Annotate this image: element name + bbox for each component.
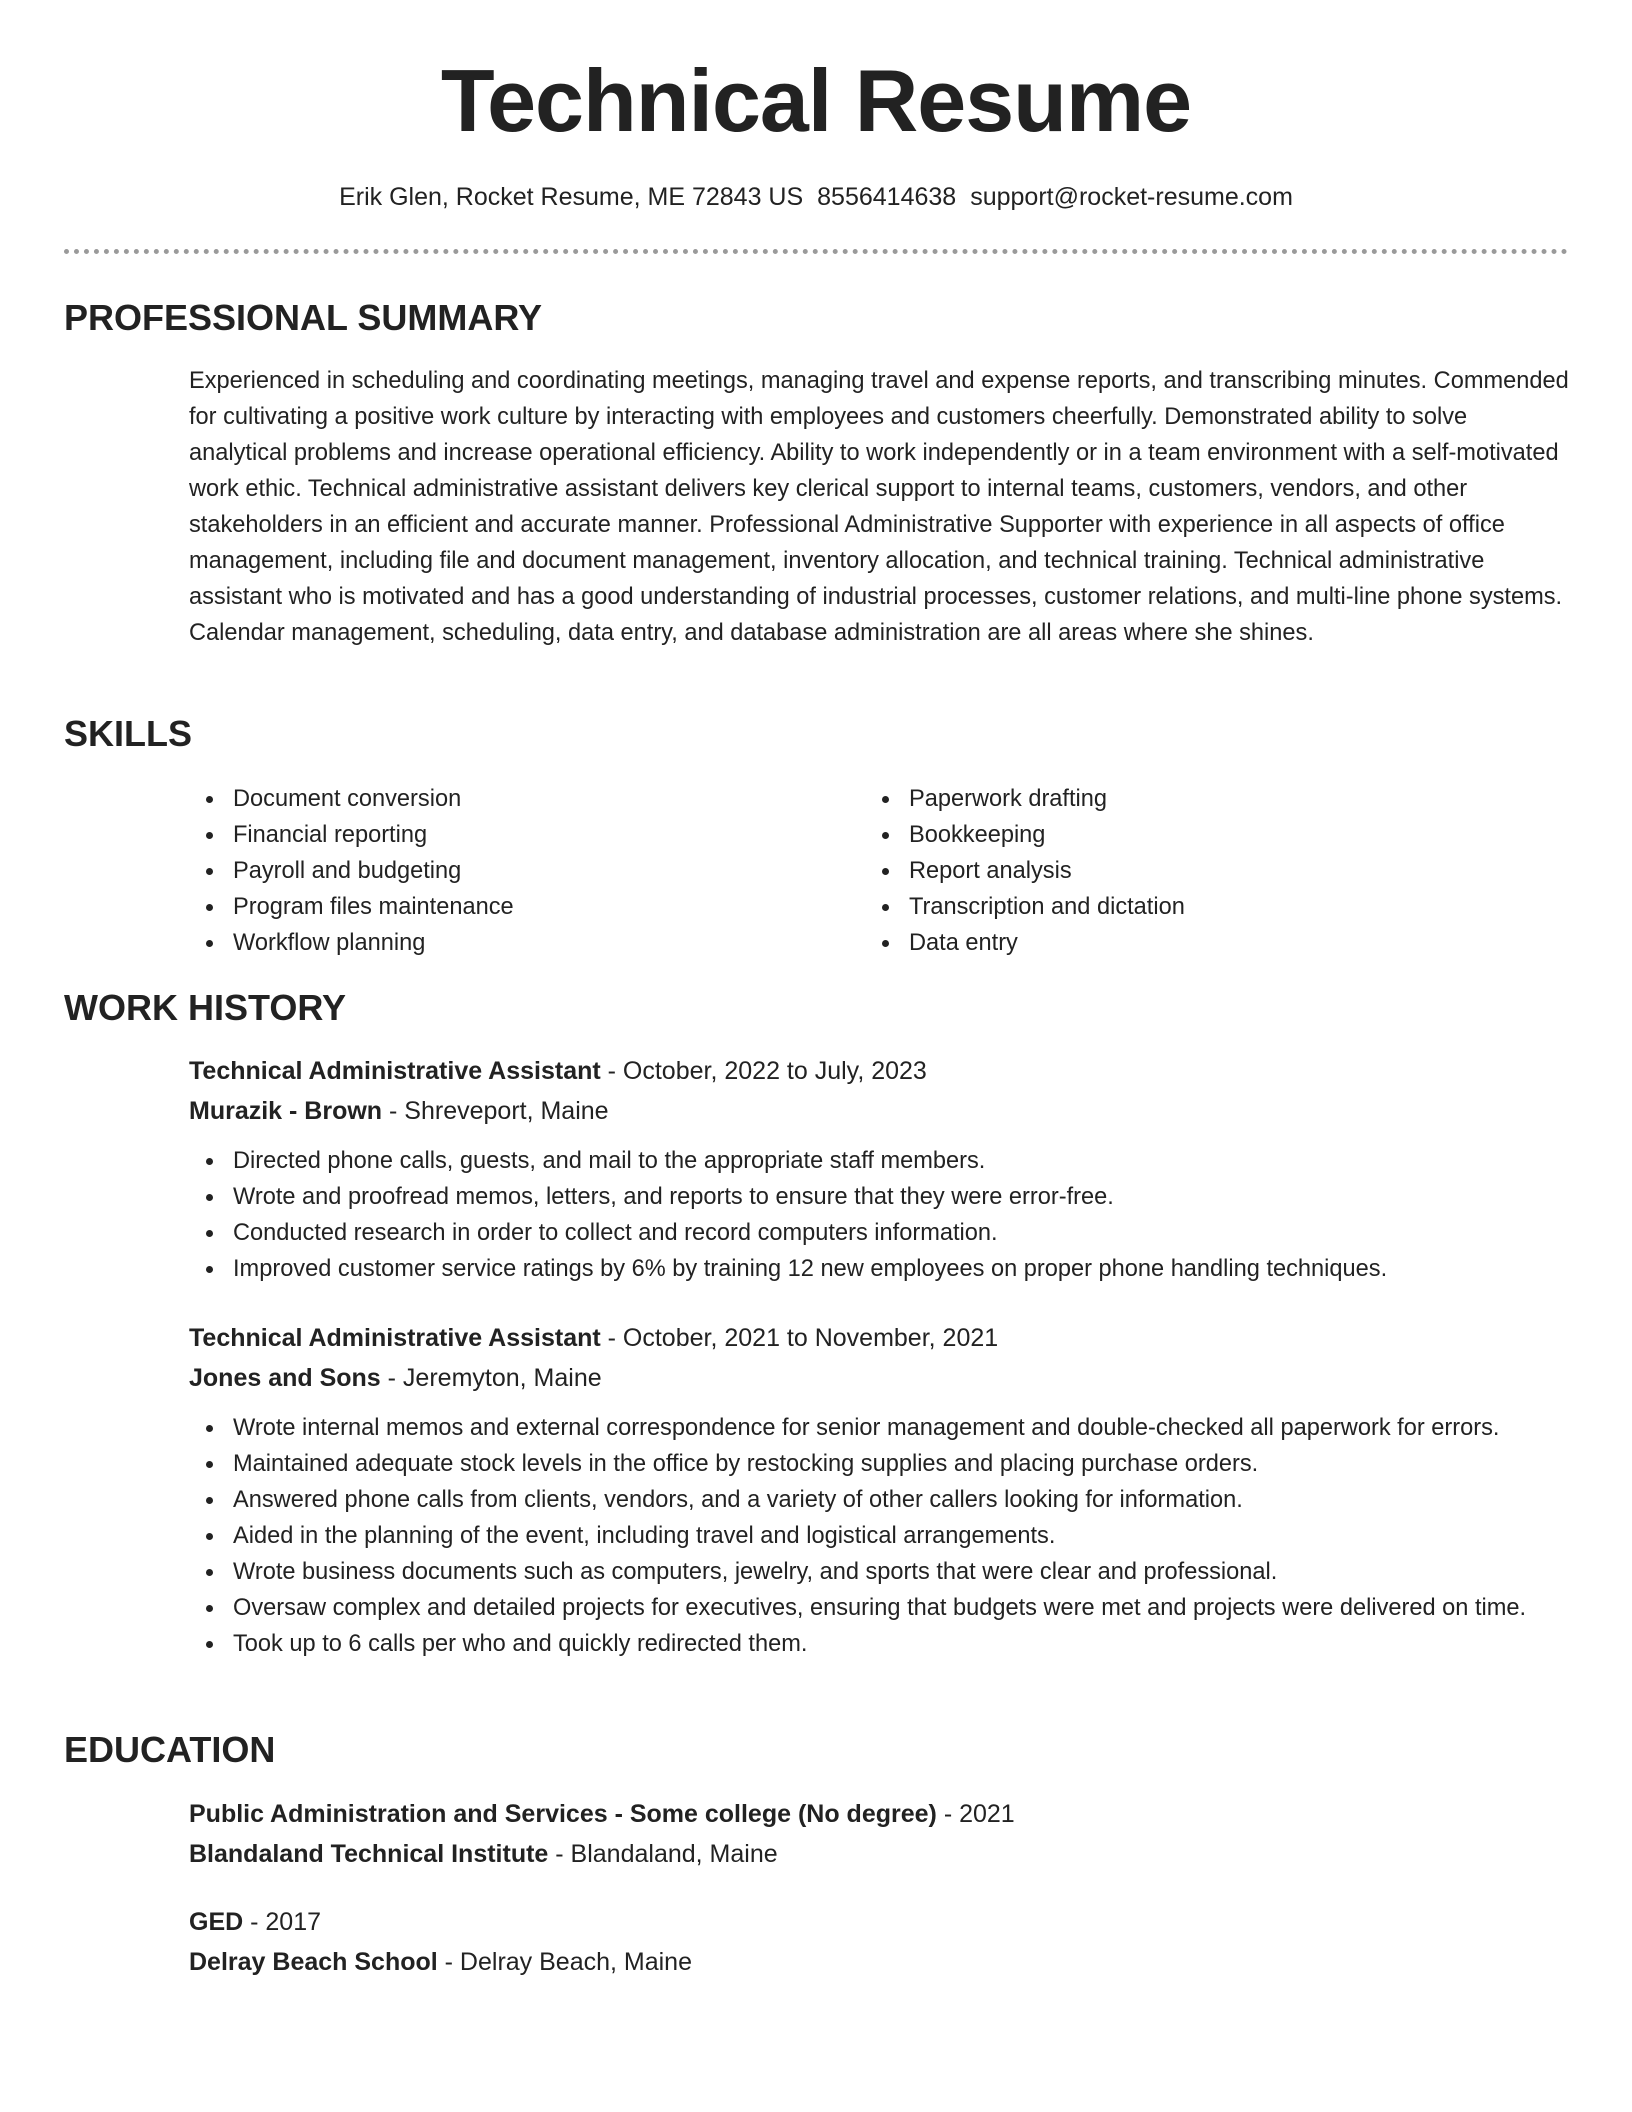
education-school: Blandaland Technical Institute xyxy=(189,1840,549,1868)
job-company-line xyxy=(189,1358,1569,1398)
job-location: - Shreveport, Maine xyxy=(382,1097,609,1125)
contact-phone: 8556414638 xyxy=(817,183,957,211)
job-dates: - October, 2022 to July, 2023 xyxy=(600,1057,927,1085)
education-degree: GED xyxy=(189,1908,244,1936)
header-divider xyxy=(64,249,1568,254)
job-company: Murazik - Brown xyxy=(189,1097,383,1125)
skill-item: Program files maintenance xyxy=(189,889,849,925)
resume-title: Technical Resume xyxy=(440,51,1192,150)
job-role: Technical Administrative Assistant xyxy=(189,1057,601,1085)
job-bullet: Answered phone calls from clients, vendors, and a variety of other callers looking for information. xyxy=(189,1482,1569,1518)
contact-line xyxy=(0,180,1632,214)
job-bullet: Improved customer service ratings by 6% by training 12 new employees on proper phone handling techniques. xyxy=(189,1251,1569,1287)
skill-item: Payroll and budgeting xyxy=(189,853,849,889)
section-title-education: EDUCATION xyxy=(64,1729,276,1770)
skill-item: Document conversion xyxy=(189,781,849,817)
education-location: - Blandaland, Maine xyxy=(548,1840,778,1868)
skills-column-left xyxy=(189,781,849,961)
education-school-line xyxy=(189,1834,1569,1874)
job-bullet: Aided in the planning of the event, including travel and logistical arrangements. xyxy=(189,1518,1569,1554)
job-company-line xyxy=(189,1091,1569,1131)
skill-item: Data entry xyxy=(865,925,1565,961)
skill-item: Bookkeeping xyxy=(865,817,1565,853)
contact-address: Erik Glen, Rocket Resume, ME 72843 US xyxy=(339,183,804,211)
job-entry xyxy=(189,1318,1569,1662)
skill-item: Workflow planning xyxy=(189,925,849,961)
education-entry xyxy=(189,1794,1569,1874)
section-title-work-history: WORK HISTORY xyxy=(64,987,347,1028)
education-entry xyxy=(189,1902,1569,1982)
job-bullet: Took up to 6 calls per who and quickly redirected them. xyxy=(189,1626,1569,1662)
job-location: - Jeremyton, Maine xyxy=(380,1364,602,1392)
skill-item: Financial reporting xyxy=(189,817,849,853)
job-bullets xyxy=(189,1410,1569,1662)
education-location: - Delray Beach, Maine xyxy=(437,1948,692,1976)
job-role: Technical Administrative Assistant xyxy=(189,1324,601,1352)
job-entry xyxy=(189,1051,1569,1287)
job-bullet: Conducted research in order to collect and record computers information. xyxy=(189,1215,1569,1251)
skill-item: Report analysis xyxy=(865,853,1565,889)
job-bullet: Wrote business documents such as computers, jewelry, and sports that were clear and professional. xyxy=(189,1554,1569,1590)
skills-column-right xyxy=(865,781,1565,961)
job-bullet: Wrote and proofread memos, letters, and reports to ensure that they were error-free. xyxy=(189,1179,1569,1215)
education-degree-line xyxy=(189,1902,1569,1942)
education-school-line xyxy=(189,1942,1569,1982)
education-degree: Public Administration and Services - Some college (No degree) xyxy=(189,1800,937,1828)
job-bullet: Directed phone calls, guests, and mail to the appropriate staff members. xyxy=(189,1143,1569,1179)
summary-text: Experienced in scheduling and coordinating meetings, managing travel and expense reports, and transcribing minutes. Commended for cultivating a positive work culture by interacting with employees and customers cheerfully. Demonstrated ability to solve analytical problems and increase operational efficiency. Ability to work independently or in a team environment with a self-motivated work ethic. Technical administrative assistant delivers key clerical support to internal teams, customers, vendors, and other stakeholders in an efficient and accurate manner. Professional Administrative Supporter with experience in all aspects of office management, including file and document management, inventory allocation, and technical training. Technical administrative assistant who is motivated and has a good understanding of industrial processes, customer relations, and multi-line phone systems. Calendar management, scheduling, data entry, and database administration are all areas where she shines. xyxy=(189,368,1569,646)
job-title-line xyxy=(189,1318,1569,1358)
education-year: - 2017 xyxy=(243,1908,322,1936)
contact-email: support@rocket-resume.com xyxy=(970,183,1293,211)
skill-item: Paperwork drafting xyxy=(865,781,1565,817)
job-title-line xyxy=(189,1051,1569,1091)
section-title-summary: PROFESSIONAL SUMMARY xyxy=(64,297,543,338)
skill-item: Transcription and dictation xyxy=(865,889,1565,925)
job-bullet: Oversaw complex and detailed projects for executives, ensuring that budgets were met and projects were delivered on time. xyxy=(189,1590,1569,1626)
job-bullets xyxy=(189,1143,1569,1287)
education-school: Delray Beach School xyxy=(189,1948,438,1976)
education-year: - 2021 xyxy=(936,1800,1015,1828)
job-bullet: Wrote internal memos and external correspondence for senior management and double-checked all paperwork for errors. xyxy=(189,1410,1569,1446)
job-company: Jones and Sons xyxy=(189,1364,381,1392)
job-dates: - October, 2021 to November, 2021 xyxy=(600,1324,999,1352)
section-title-skills: SKILLS xyxy=(64,713,193,754)
job-bullet: Maintained adequate stock levels in the office by restocking supplies and placing purchase orders. xyxy=(189,1446,1569,1482)
education-degree-line xyxy=(189,1794,1569,1834)
